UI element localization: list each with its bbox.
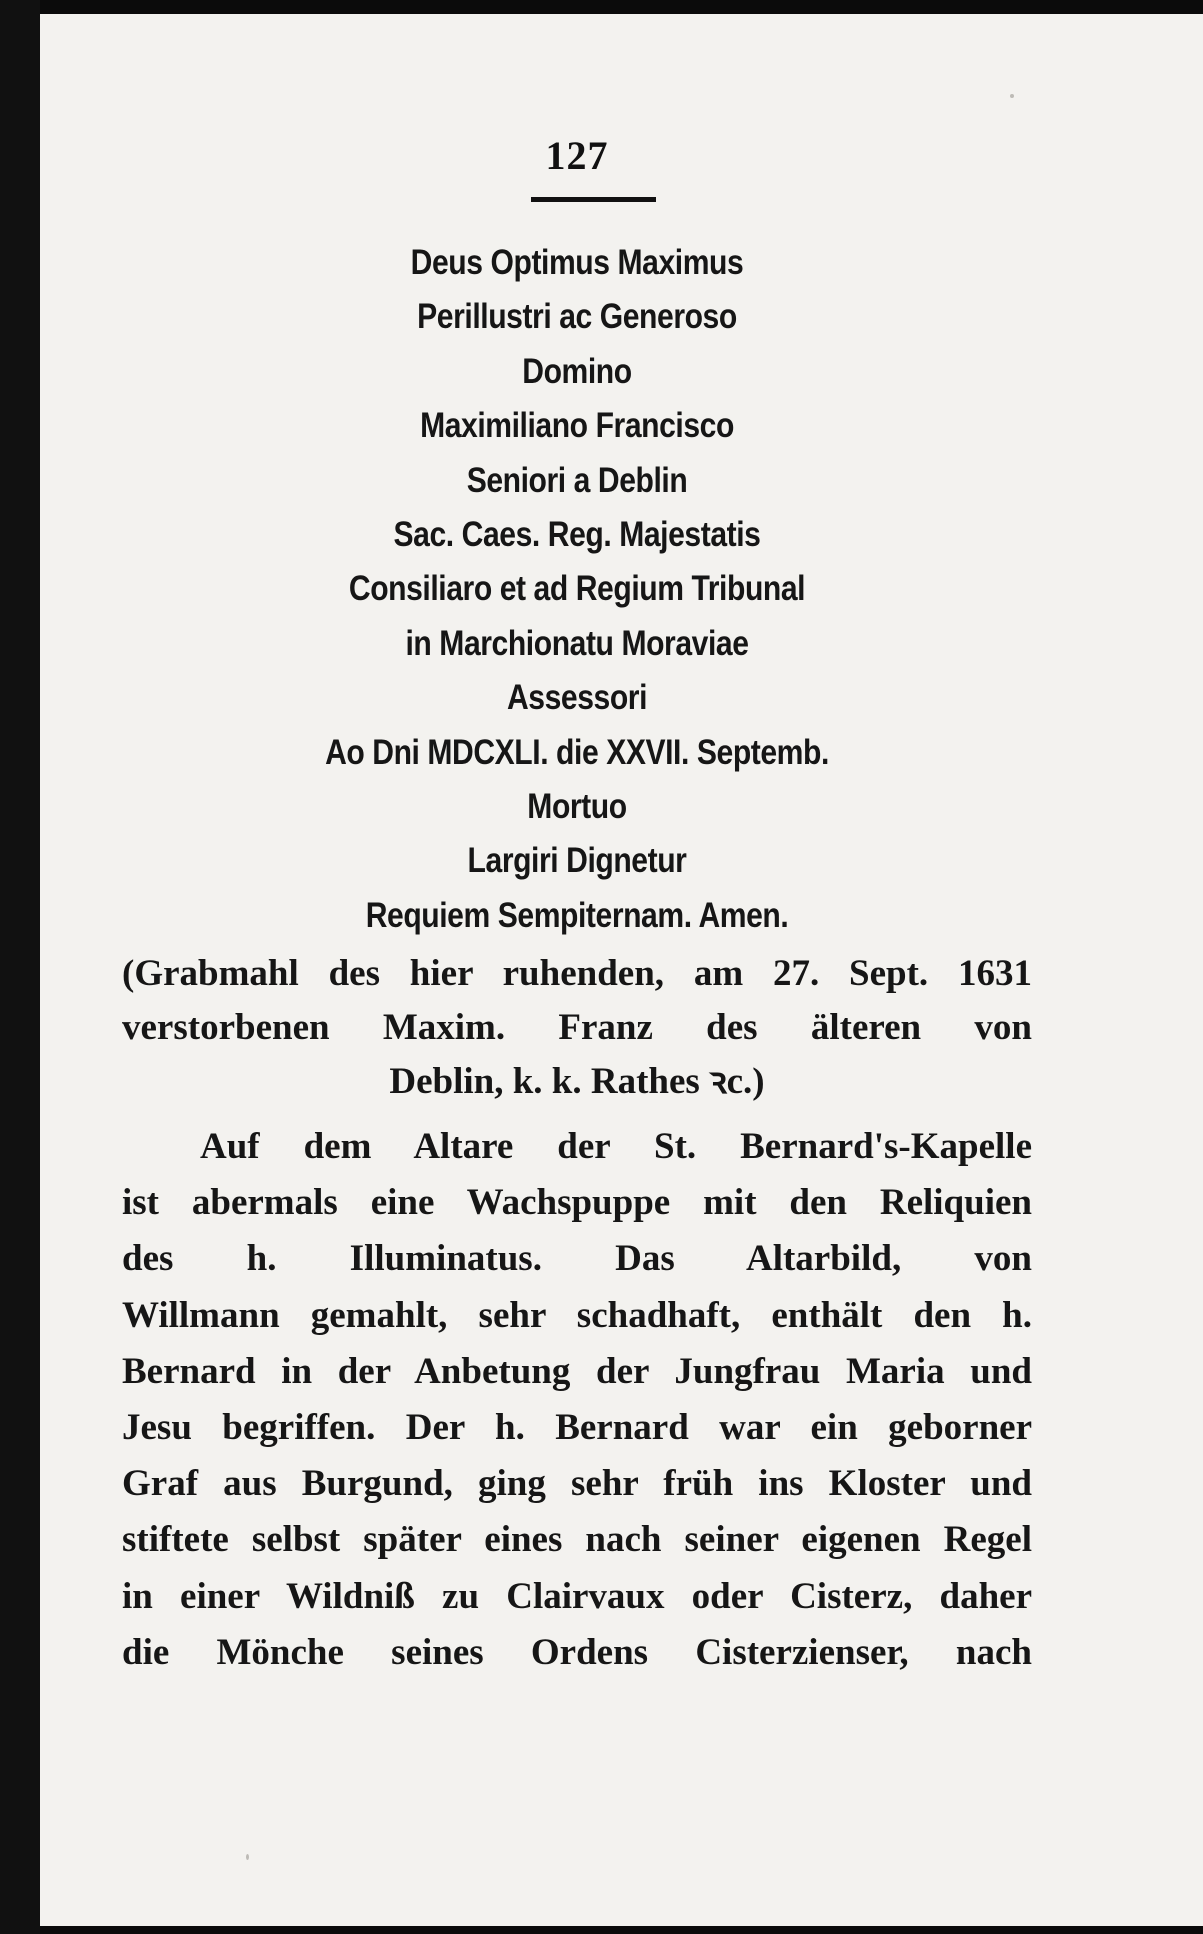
paragraph-line: in einer Wildniß zu Clairvaux oder Cisterz, daher [122, 1575, 1032, 1617]
epitaph-line: in Marchionatu Moraviae [405, 623, 749, 663]
paragraph-line: stiftete selbst später eines nach seiner eigenen Regel [122, 1519, 1032, 1561]
caption-line: verstorbenen Maxim. Franz des älteren von [122, 1007, 1032, 1048]
scan-border [0, 0, 40, 1934]
epitaph-line: Domino [522, 351, 632, 391]
paragraph-line: die Mönche seines Ordens Cisterzienser, nach [122, 1631, 1032, 1673]
paragraph-line: ist abermals eine Wachspuppe mit den Reliquien [122, 1182, 1032, 1224]
paragraph-line: Auf dem Altare der St. Bernard's-Kapelle [200, 1126, 1032, 1167]
page-number-rule [531, 197, 656, 202]
page-content [122, 14, 1032, 1926]
epitaph-line: Consiliaro et ad Regium Tribunal [348, 569, 806, 609]
epitaph-caption [122, 947, 1032, 1109]
paragraph-line: Jesu begriffen. Der h. Bernard war ein geborner [122, 1406, 1032, 1448]
epitaph-line: Perillustri ac Generoso [417, 297, 737, 337]
paragraph-line: Bernard in der Anbetung der Jungfrau Maria und [122, 1350, 1032, 1392]
body-paragraph [122, 1119, 1032, 1681]
epitaph-line: Mortuo [527, 786, 627, 826]
epitaph-line: Sac. Caes. Reg. Majestatis [393, 514, 761, 554]
page-number: 127 [545, 133, 609, 178]
paragraph-line: Willmann gemahlt, sehr schadhaft, enthält den h. [122, 1294, 1032, 1336]
epitaph-line: Requiem Sempiternam. Amen. [365, 895, 789, 935]
epitaph-line: Maximiliano Francisco [420, 406, 734, 446]
epitaph-line: Ao Dni MDCXLI. die XXVII. Septemb. [325, 732, 829, 772]
caption-line: Deblin, k. k. Rathes ꝛc.) [389, 1061, 765, 1102]
epitaph-line: Assessori [506, 678, 648, 718]
paragraph-line: des h. Illuminatus. Das Altarbild, von [122, 1238, 1032, 1280]
epitaph-inscription [122, 236, 1032, 943]
book-page [40, 14, 1203, 1926]
epitaph-line: Largiri Dignetur [467, 841, 687, 881]
epitaph-line: Deus Optimus Maximus [410, 243, 744, 282]
caption-line: (Grabmahl des hier ruhenden, am 27. Sept. 1631 [122, 953, 1032, 994]
epitaph-line: Seniori a Deblin [466, 460, 688, 500]
paragraph-line: Graf aus Burgund, ging sehr früh ins Kloster und [122, 1463, 1032, 1505]
